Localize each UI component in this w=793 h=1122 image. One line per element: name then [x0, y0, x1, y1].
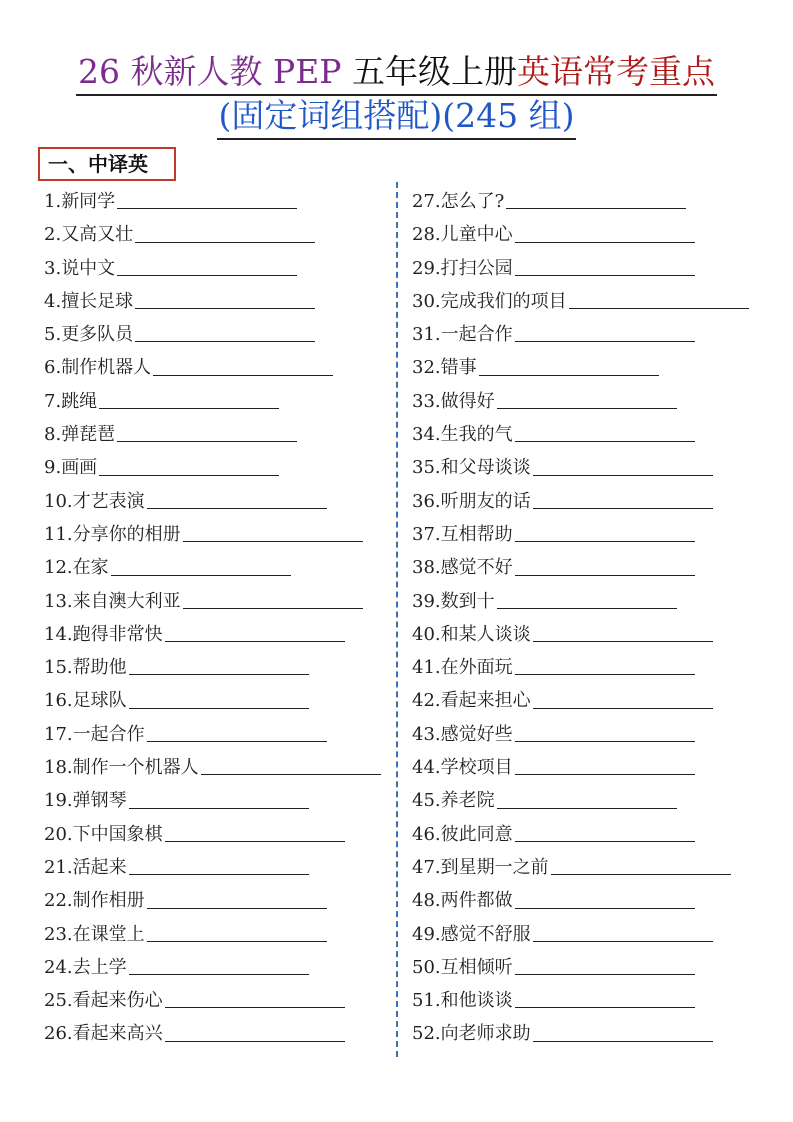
item-chinese-phrase: 和父母谈谈 — [440, 457, 531, 479]
exercise-item — [412, 518, 749, 551]
answer-blank[interactable] — [515, 908, 695, 909]
exercise-item — [412, 618, 749, 651]
item-chinese-phrase: 跳绳 — [61, 390, 98, 412]
item-number: 9. — [44, 457, 62, 479]
page-title-line-2 — [0, 94, 793, 140]
item-number: 4. — [44, 290, 62, 312]
answer-blank[interactable] — [533, 708, 713, 709]
answer-blank[interactable] — [506, 208, 686, 209]
item-chinese-phrase: 听朋友的话 — [440, 490, 531, 512]
item-number: 40. — [412, 623, 441, 645]
item-number: 39. — [412, 590, 441, 612]
left-column — [44, 185, 381, 1051]
exercise-item — [44, 684, 381, 717]
item-number: 20. — [44, 823, 73, 845]
item-chinese-phrase: 制作机器人 — [61, 357, 152, 379]
item-chinese-phrase: 在家 — [72, 557, 109, 579]
exercise-item — [44, 518, 381, 551]
exercise-item — [44, 451, 381, 484]
item-number: 45. — [412, 790, 441, 812]
answer-blank[interactable] — [147, 508, 327, 509]
exercise-item — [44, 718, 381, 751]
item-chinese-phrase: 看起来伤心 — [72, 990, 163, 1012]
answer-blank[interactable] — [515, 974, 695, 975]
answer-blank[interactable] — [569, 308, 749, 309]
answer-blank[interactable] — [165, 841, 345, 842]
answer-blank[interactable] — [533, 641, 713, 642]
item-chinese-phrase: 去上学 — [72, 956, 127, 978]
exercise-item — [412, 318, 749, 351]
answer-blank[interactable] — [515, 774, 695, 775]
item-chinese-phrase: 养老院 — [440, 790, 495, 812]
exercise-item — [44, 784, 381, 817]
exercise-item — [44, 751, 381, 784]
right-column — [412, 185, 749, 1051]
item-chinese-phrase: 足球队 — [72, 690, 127, 712]
exercise-item — [412, 651, 749, 684]
answer-blank[interactable] — [153, 375, 333, 376]
item-chinese-phrase: 两件都做 — [440, 890, 513, 912]
exercise-item — [44, 951, 381, 984]
page-title-line-1 — [0, 50, 793, 96]
item-chinese-phrase: 怎么了? — [440, 191, 505, 212]
item-number: 36. — [412, 490, 441, 512]
exercise-item — [44, 651, 381, 684]
exercise-item — [412, 784, 749, 817]
exercise-item — [412, 185, 749, 218]
item-number: 32. — [412, 357, 441, 379]
answer-blank[interactable] — [515, 575, 695, 576]
item-number: 47. — [412, 856, 441, 878]
answer-blank[interactable] — [515, 741, 695, 742]
exercise-item — [44, 418, 381, 451]
item-number: 14. — [44, 623, 73, 645]
item-number: 24. — [44, 956, 73, 978]
item-number: 38. — [412, 557, 441, 579]
exercise-item — [412, 1017, 749, 1050]
title-line-2-text: (固定词组搭配)(245 组) — [217, 94, 577, 140]
title-line-1-text — [76, 50, 717, 96]
item-chinese-phrase: 新同学 — [61, 191, 116, 212]
item-number: 11. — [44, 523, 73, 545]
item-number: 34. — [412, 424, 441, 446]
answer-blank[interactable] — [165, 641, 345, 642]
item-chinese-phrase: 分享你的相册 — [72, 523, 181, 545]
answer-blank[interactable] — [533, 508, 713, 509]
item-number: 8. — [44, 424, 62, 446]
exercise-item — [412, 585, 749, 618]
item-number: 50. — [412, 956, 441, 978]
item-number: 51. — [412, 990, 441, 1012]
answer-blank[interactable] — [533, 475, 713, 476]
item-chinese-phrase: 擅长足球 — [61, 290, 134, 312]
exercise-item — [44, 218, 381, 251]
exercise-item — [412, 851, 749, 884]
exercise-item — [44, 252, 381, 285]
exercise-item — [44, 818, 381, 851]
answer-blank[interactable] — [99, 475, 279, 476]
answer-blank[interactable] — [129, 974, 309, 975]
item-number: 16. — [44, 690, 73, 712]
answer-blank[interactable] — [183, 541, 363, 542]
answer-blank[interactable] — [497, 408, 677, 409]
item-number: 43. — [412, 723, 441, 745]
answer-blank[interactable] — [135, 242, 315, 243]
item-number: 49. — [412, 923, 441, 945]
exercise-item — [412, 285, 749, 318]
exercise-item — [412, 718, 749, 751]
item-number: 12. — [44, 557, 73, 579]
item-chinese-phrase: 制作一个机器人 — [72, 757, 199, 779]
title-segment-subject: 英语常考重点 — [516, 52, 715, 91]
item-chinese-phrase: 互相倾听 — [440, 956, 513, 978]
item-number: 19. — [44, 790, 73, 812]
item-number: 42. — [412, 690, 441, 712]
exercise-item — [44, 185, 381, 218]
item-chinese-phrase: 学校项目 — [440, 757, 513, 779]
item-number: 35. — [412, 457, 441, 479]
item-number: 10. — [44, 490, 73, 512]
answer-blank[interactable] — [201, 774, 381, 775]
answer-blank[interactable] — [129, 808, 309, 809]
item-chinese-phrase: 活起来 — [72, 856, 127, 878]
item-number: 33. — [412, 390, 441, 412]
item-number: 44. — [412, 757, 441, 779]
section-heading: 一、中译英 — [38, 147, 176, 181]
item-number: 30. — [412, 290, 441, 312]
item-number: 23. — [44, 923, 73, 945]
item-chinese-phrase: 才艺表演 — [72, 490, 145, 512]
answer-blank[interactable] — [147, 908, 327, 909]
item-number: 17. — [44, 723, 73, 745]
exercise-item — [412, 218, 749, 251]
item-number: 25. — [44, 990, 73, 1012]
item-number: 26. — [44, 1023, 73, 1045]
item-chinese-phrase: 更多队员 — [61, 324, 134, 346]
answer-blank[interactable] — [117, 275, 297, 276]
item-number: 6. — [44, 357, 62, 379]
exercise-item — [412, 984, 749, 1017]
item-number: 29. — [412, 257, 441, 279]
item-chinese-phrase: 画画 — [61, 457, 98, 479]
item-chinese-phrase: 打扫公园 — [440, 257, 513, 279]
item-chinese-phrase: 帮助他 — [72, 657, 127, 679]
item-number: 31. — [412, 324, 441, 346]
item-chinese-phrase: 彼此同意 — [440, 823, 513, 845]
exercise-item — [44, 585, 381, 618]
item-number: 21. — [44, 856, 73, 878]
answer-blank[interactable] — [99, 408, 279, 409]
exercise-item — [412, 385, 749, 418]
item-chinese-phrase: 跑得非常快 — [72, 623, 163, 645]
exercise-item — [44, 318, 381, 351]
item-chinese-phrase: 做得好 — [440, 390, 495, 412]
item-chinese-phrase: 看起来高兴 — [72, 1023, 163, 1045]
answer-blank[interactable] — [117, 208, 297, 209]
item-number: 13. — [44, 590, 73, 612]
answer-blank[interactable] — [165, 1041, 345, 1042]
answer-blank[interactable] — [147, 741, 327, 742]
title-segment-grade: 26 秋新人教 PEP — [78, 52, 352, 91]
item-chinese-phrase: 制作相册 — [72, 890, 145, 912]
item-number: 1. — [44, 191, 62, 212]
exercise-item — [44, 918, 381, 951]
exercise-item — [44, 385, 381, 418]
answer-blank[interactable] — [515, 242, 695, 243]
exercise-item — [44, 884, 381, 917]
answer-blank[interactable] — [497, 608, 677, 609]
item-chinese-phrase: 错事 — [440, 357, 477, 379]
item-number: 48. — [412, 890, 441, 912]
exercise-item — [412, 485, 749, 518]
answer-blank[interactable] — [129, 674, 309, 675]
exercise-item — [44, 984, 381, 1017]
item-chinese-phrase: 又高又壮 — [61, 224, 134, 246]
answer-blank[interactable] — [551, 874, 731, 875]
answer-blank[interactable] — [515, 1007, 695, 1008]
answer-blank[interactable] — [165, 1007, 345, 1008]
exercise-item — [412, 951, 749, 984]
item-chinese-phrase: 到星期一之前 — [440, 856, 549, 878]
item-number: 46. — [412, 823, 441, 845]
item-chinese-phrase: 完成我们的项目 — [440, 290, 567, 312]
item-chinese-phrase: 向老师求助 — [440, 1023, 531, 1045]
exercise-item — [44, 351, 381, 384]
exercise-item — [412, 451, 749, 484]
answer-blank[interactable] — [533, 1041, 713, 1042]
column-divider — [396, 182, 398, 1057]
answer-blank[interactable] — [515, 341, 695, 342]
answer-blank[interactable] — [515, 841, 695, 842]
exercise-item — [412, 351, 749, 384]
answer-blank[interactable] — [135, 308, 315, 309]
answer-blank[interactable] — [135, 341, 315, 342]
item-chinese-phrase: 感觉好些 — [440, 723, 513, 745]
answer-blank[interactable] — [515, 674, 695, 675]
item-number: 5. — [44, 324, 62, 346]
item-chinese-phrase: 儿童中心 — [440, 224, 513, 246]
exercise-item — [44, 1017, 381, 1050]
item-number: 7. — [44, 390, 62, 412]
item-number: 37. — [412, 523, 441, 545]
answer-blank[interactable] — [515, 275, 695, 276]
exercise-item — [412, 918, 749, 951]
exercise-item — [44, 485, 381, 518]
item-number: 28. — [412, 224, 441, 246]
item-chinese-phrase: 在课堂上 — [72, 923, 145, 945]
item-chinese-phrase: 一起合作 — [440, 324, 513, 346]
exercise-item — [412, 418, 749, 451]
answer-blank[interactable] — [479, 375, 659, 376]
answer-blank[interactable] — [183, 608, 363, 609]
item-chinese-phrase: 说中文 — [61, 257, 116, 279]
exercise-item — [412, 884, 749, 917]
exercise-item — [412, 551, 749, 584]
item-chinese-phrase: 生我的气 — [440, 424, 513, 446]
answer-blank[interactable] — [117, 441, 297, 442]
item-chinese-phrase: 看起来担心 — [440, 690, 531, 712]
answer-blank[interactable] — [515, 541, 695, 542]
answer-blank[interactable] — [147, 941, 327, 942]
item-chinese-phrase: 弹钢琴 — [72, 790, 127, 812]
item-chinese-phrase: 和他谈谈 — [440, 990, 513, 1012]
exercise-item — [412, 252, 749, 285]
item-number: 52. — [412, 1023, 441, 1045]
item-chinese-phrase: 一起合作 — [72, 723, 145, 745]
item-chinese-phrase: 下中国象棋 — [72, 823, 163, 845]
exercise-item — [412, 684, 749, 717]
exercise-item — [412, 818, 749, 851]
item-number: 15. — [44, 657, 73, 679]
answer-blank[interactable] — [129, 874, 309, 875]
exercise-item — [44, 618, 381, 651]
item-chinese-phrase: 感觉不舒服 — [440, 923, 531, 945]
item-chinese-phrase: 感觉不好 — [440, 557, 513, 579]
item-number: 22. — [44, 890, 73, 912]
answer-blank[interactable] — [515, 441, 695, 442]
item-chinese-phrase: 和某人谈谈 — [440, 623, 531, 645]
item-number: 2. — [44, 224, 62, 246]
item-number: 27. — [412, 191, 441, 212]
item-chinese-phrase: 互相帮助 — [440, 523, 513, 545]
exercise-item — [44, 851, 381, 884]
item-chinese-phrase: 来自澳大利亚 — [72, 590, 181, 612]
answer-blank[interactable] — [497, 808, 677, 809]
item-number: 18. — [44, 757, 73, 779]
exercise-item — [412, 751, 749, 784]
answer-blank[interactable] — [533, 941, 713, 942]
answer-blank[interactable] — [129, 708, 309, 709]
item-chinese-phrase: 在外面玩 — [440, 657, 513, 679]
exercise-item — [44, 285, 381, 318]
exercise-item — [44, 551, 381, 584]
item-chinese-phrase: 数到十 — [440, 590, 495, 612]
item-chinese-phrase: 弹琵琶 — [61, 424, 116, 446]
title-segment-book: 五年级上册 — [351, 52, 517, 91]
item-number: 3. — [44, 257, 62, 279]
answer-blank[interactable] — [111, 575, 291, 576]
item-number: 41. — [412, 657, 441, 679]
